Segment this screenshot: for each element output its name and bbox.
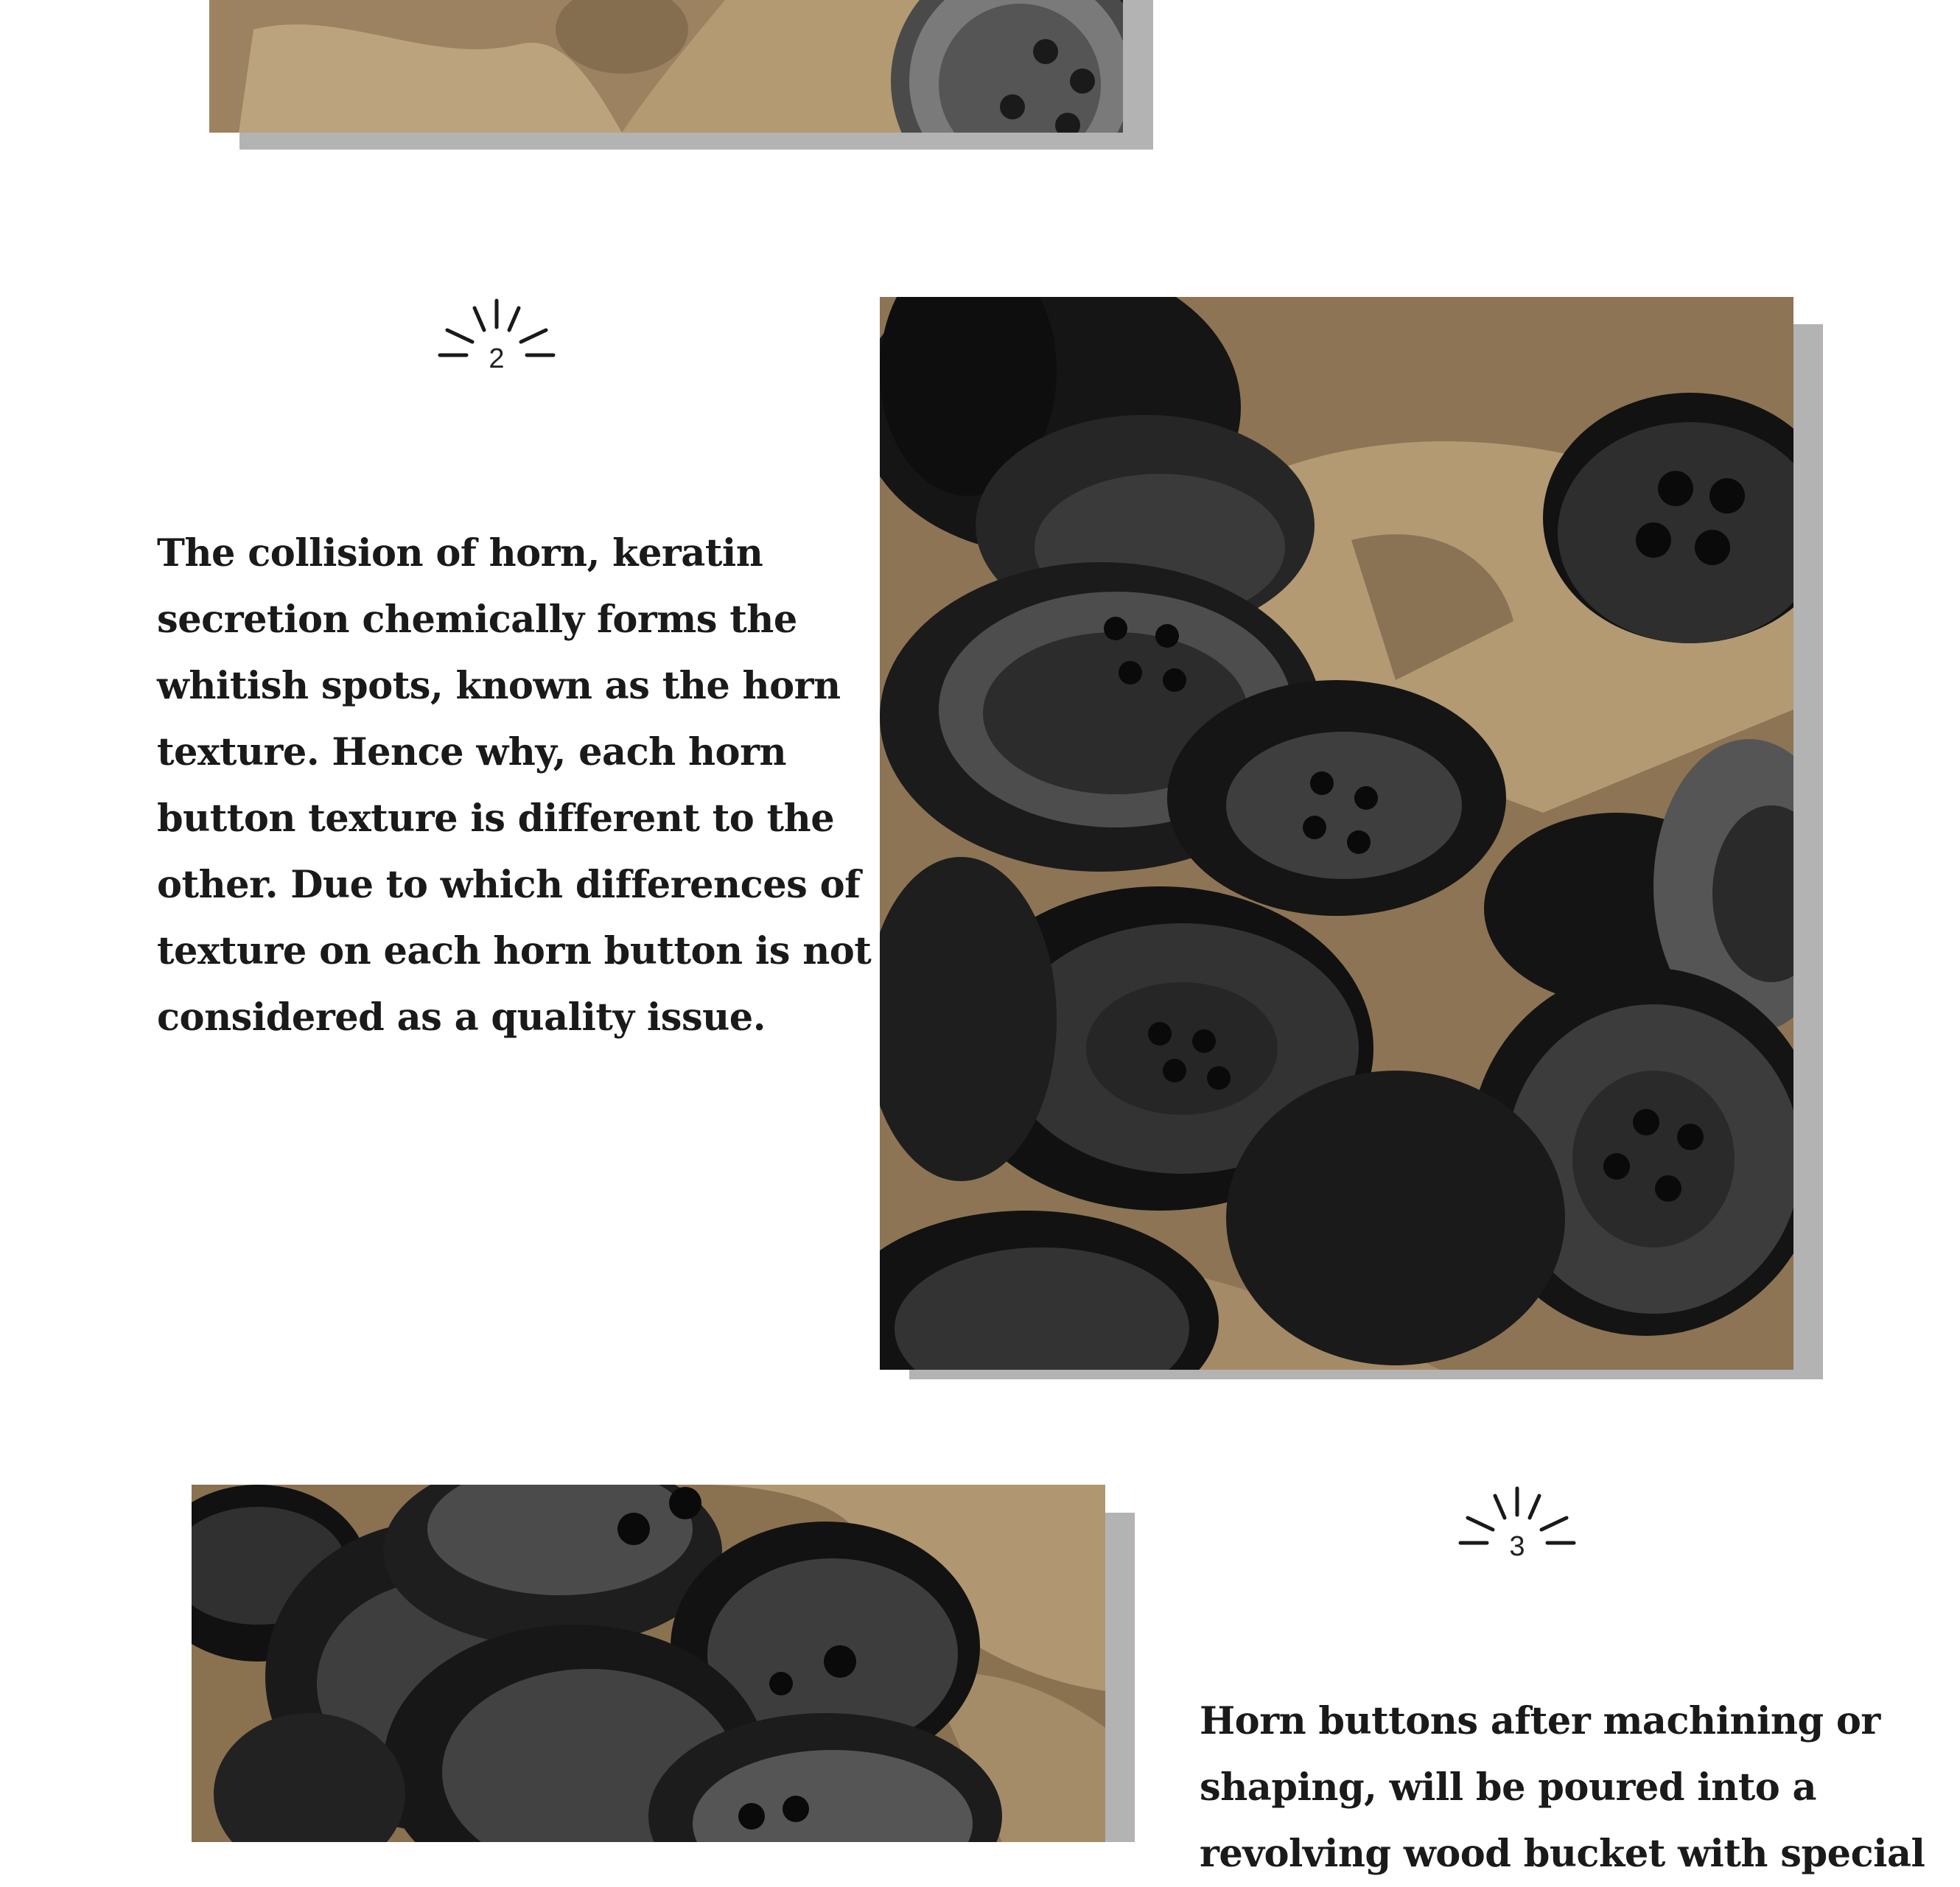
step-3-number: 3 <box>1509 1531 1525 1562</box>
horn-buttons-photo-3 <box>192 1485 1105 1842</box>
step-3-sunburst-icon <box>1455 1482 1580 1564</box>
horn-buttons-photo-top <box>209 0 1123 133</box>
step-3-paragraph: Horn buttons after machining or shaping, will be poured into a revolving wood bucket with special <box>1200 1699 1925 1876</box>
step-2-number: 2 <box>489 343 505 374</box>
horn-buttons-photo-2 <box>880 297 1793 1370</box>
step-2-sunburst-icon <box>434 295 559 376</box>
step-2-paragraph: The collision of horn, keratin secretion chemically forms the whitish spots, known as the horn texture. Hence why, each horn button texture is different to the other. Due to which differences of texture on each horn button is not considered as a quality issue. <box>157 531 872 1040</box>
